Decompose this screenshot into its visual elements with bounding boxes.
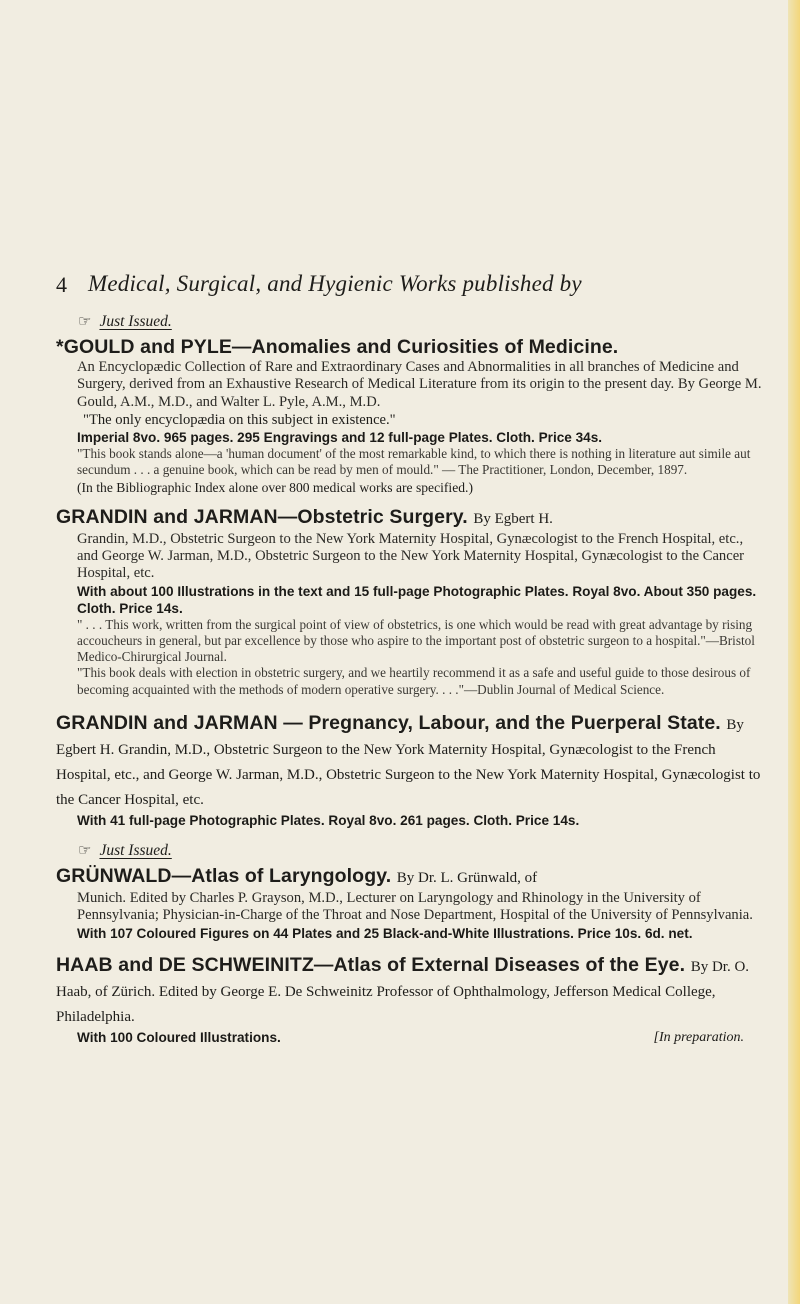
pointing-hand-icon: ☞ (78, 842, 92, 859)
page-edge (788, 0, 800, 1304)
entry-details: With about 100 Illustrations in the text and 15 full-page Photographic Plates. Royal 8vo. About 350 pages. Cloth. Price 14s. (77, 583, 757, 616)
entry-details: With 41 full-page Photographic Plates. Royal 8vo. 261 pages. Cloth. Price 14s. (77, 812, 580, 828)
entry-details: Imperial 8vo. 965 pages. 295 Engravings and 12 full-page Plates. Cloth. Price 34s. (77, 430, 603, 446)
entry-heading: GRÜNWALD—Atlas of Laryngology. By Dr. L. Grünwald, of (56, 864, 538, 887)
page-number: 4 (56, 272, 68, 297)
entry-note: (In the Bibliographic Index alone over 800 medical works are specified.) (77, 479, 473, 495)
entry-description: Munich. Edited by Charles P. Grayson, M.D., Lecturer on Laryngology and Rhinology in the University of Pennsylvania; Physician-in-Charge of the Throat and Nose Department, Hospital of the University of Pennsylvania. (77, 889, 753, 924)
press-review: "This book stands alone—a 'human document' of the most remarkable kind, to which there is nothing in literature aut simile aut secundum . . . a genuine book, which can be read by men of mould." — The Practitioner, London, December, 1897. (77, 446, 751, 478)
catalogue-entry-gould-pyle (56, 336, 762, 496)
entry-author-lead: By Egbert H. Grandin, M.D., Obstetric Surgeon to the New York Maternity Hospital, Gynæcologist to the French Hospital, etc., and George W. Jarman, M.D., Obstetric Surgeon to the New York Maternity Hospital, Gynæcologist to the Cancer Hospital, etc. (56, 716, 761, 808)
entry-author-lead: By Dr. L. Grünwald, of (396, 869, 538, 886)
catalogue-content (56, 312, 762, 1052)
running-title: Medical, Surgical, and Hygienic Works published by (88, 271, 582, 296)
catalogue-entry-obstetric-surgery (56, 506, 762, 698)
entry-heading: GRANDIN and JARMAN—Obstetric Surgery. By Egbert H. (56, 505, 553, 528)
pointing-hand-icon: ☞ (78, 314, 92, 330)
just-issued-marker: ☞ Just Issued. (78, 841, 172, 859)
entry-author-lead: By Egbert H. (473, 510, 553, 527)
press-review: " . . . This work, written from the surgical point of view of obstetrics, is one which would be read with great advantage by rising accoucheurs in general, but par excellence by those who aspire to the important post of obstetric surgeon to a hospital."—Bristol Medico-Chirurgical Journal. (77, 616, 755, 665)
entry-quote: "The only encyclopædia on this subject in existence." (83, 412, 396, 429)
entry-details: With 107 Coloured Figures on 44 Plates and 25 Black-and-White Illustrations. Price 10s. 6d. net. (77, 925, 693, 941)
preparation-status: [In preparation. (653, 1029, 744, 1045)
entry-heading: *GOULD and PYLE—Anomalies and Curiosities of Medicine. (56, 336, 619, 358)
catalogue-entry-grunwald (56, 865, 762, 942)
entry-description: Grandin, M.D., Obstetric Surgeon to the New York Maternity Hospital, Gynæcologist to the French Hospital, etc., and George W. Jarman, M.D., Obstetric Surgeon to the New York Maternity Hospital, Gynæcologist to the Cancer Hospital, etc. (77, 530, 745, 582)
catalogue-entry-pregnancy-labour (56, 712, 762, 829)
just-issued-marker: ☞ Just Issued. (78, 313, 172, 330)
entry-author-lead: By Dr. O. Haab, of Zürich. Edited by George E. De Schweinitz Professor of Ophthalmology, Jefferson Medical College, Philadelphia. (56, 958, 750, 1025)
press-review: "This book deals with election in obstetric surgery, and we heartily recommend it as a safe and useful guide to those desirous of becoming acquainted with the methods of modern operative surgery. . . ."—Dublin Journal of Medical Science. (77, 665, 751, 697)
entry-heading: GRANDIN and JARMAN — Pregnancy, Labour, and the Puerperal State. By Egbert H. Grandin, M.D., Obstetric Surgeon to the New York Maternity Hospital, Gynæcologist to the French Hospital, etc., and George W. Jarman, M.D., Obstetric Surgeon to the New York Maternity Hospital, Gynæcologist to the Cancer Hospital, etc. (56, 711, 761, 808)
running-head (56, 268, 762, 308)
catalogue-entry-haab-schweinitz (56, 954, 762, 1046)
entry-heading: HAAB and DE SCHWEINITZ—Atlas of External Diseases of the Eye. By Dr. O. Haab, of Zürich. Edited by George E. De Schweinitz Professor of Ophthalmology, Jefferson Medical College, Philadelphia. (56, 953, 750, 1025)
entry-description: An Encyclopædic Collection of Rare and Extraordinary Cases and Abnormalities in all branches of Medicine and Surgery, derived from an Exhaustive Research of Medical Literature from its origin to the present day. By George M. Gould, A.M., M.D., and Walter L. Pyle, A.M., M.D. (77, 359, 762, 410)
entry-details: With 100 Coloured Illustrations. [In preparation. (77, 1029, 744, 1045)
